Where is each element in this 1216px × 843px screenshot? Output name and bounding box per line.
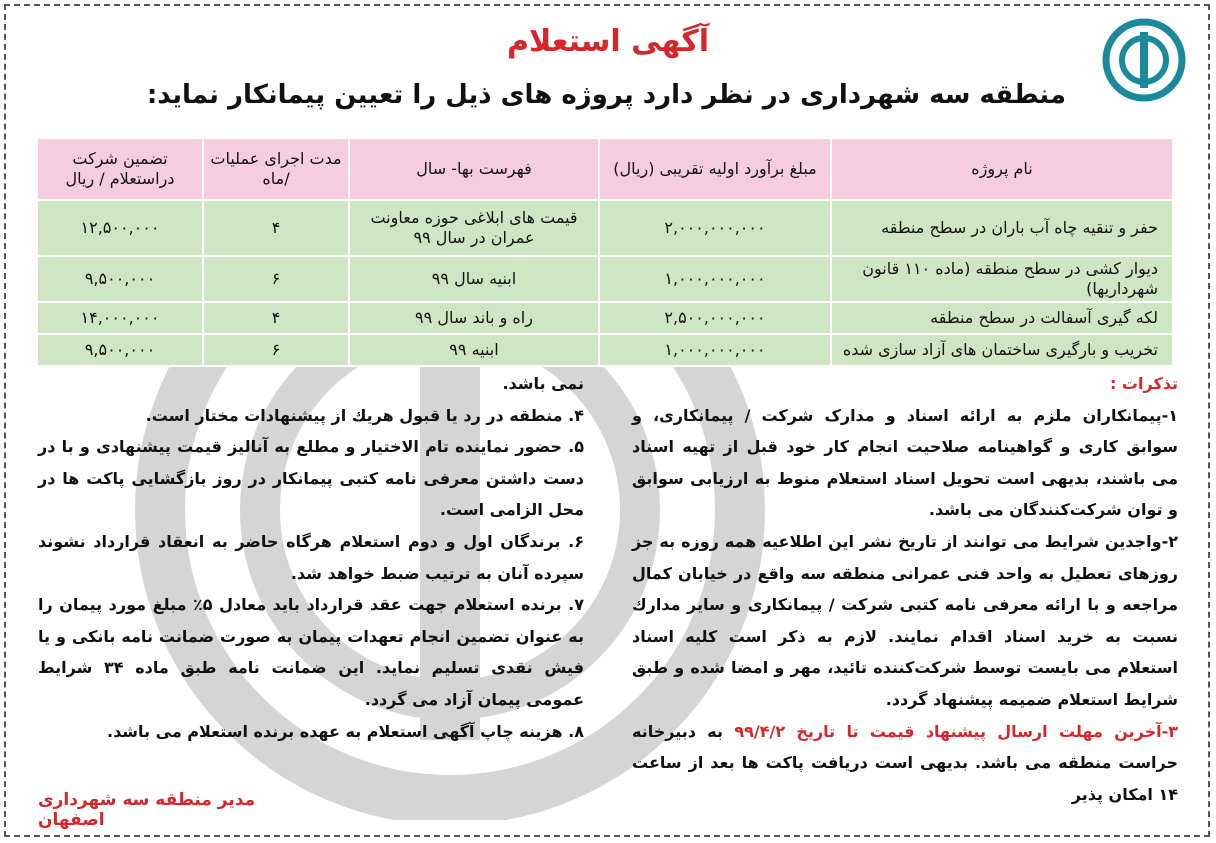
cell-guarantee: ۱۲,۵۰۰,۰۰۰ — [37, 200, 203, 256]
header-duration: مدت اجرای عملیات /ماه — [203, 138, 349, 200]
header-amount: مبلغ برآورد اولیه تقریبی (ریال) — [599, 138, 831, 200]
cell-project-name: دیوار کشی در سطح منطقه (ماده ۱۱۰ قانون شهرداریها) — [831, 256, 1173, 302]
note-1: ۱-پیمانکاران ملزم به ارائه اسناد و مدارک شرکت / پیمانکاری، و سوابق کاری و گواهینامه صلاحیت انجام کار خود قبل از تهیه اسناد می باشند، بدیهی است تحویل اسناد استعلام منوط به ارزیابی سوابق و توان شرکت‌کنندگان می باشد. — [632, 405, 1178, 520]
header-price-list: فهرست بها- سال — [349, 138, 599, 200]
projects-table — [36, 137, 1174, 367]
note-3-text: به دبیرخانه حراست منطقه می باشد. بدیهی است دریافت پاکت ها بعد از ساعت ۱۴ امکان پذیر — [632, 721, 1178, 804]
cell-project-name: حفر و تنقیه چاه آب باران در سطح منطقه — [831, 200, 1173, 256]
page-subtitle: منطقه سه شهرداری در نظر دارد پروژه های ذیل را تعیین پیمانکار نماید: — [146, 80, 1066, 110]
note-2: ۲-واجدین شرایط می توانند از تاریخ نشر این اطلاعیه همه روزه به جز روزهای تعطیل به واحد فنی عمرانی منطقه سه واقع در خیابان کمال مراجعه و با ارائه معرفی نامه کتبی شرکت / پیمانکاری و سایر مدارك نسبت به خرید اسناد اقدام نمایند. لازم به ذکر است کلیه اسناد استعلام می بایست توسط شرکت‌کننده تائید، مهر و امضا شده و طبق شرایط استعلام ضمیمه پیشنهاد گردد. — [632, 531, 1178, 709]
cell-duration: ۶ — [203, 334, 349, 366]
cell-amount: ۱,۰۰۰,۰۰۰,۰۰۰ — [599, 334, 831, 366]
cell-duration: ۴ — [203, 302, 349, 334]
note-3-deadline: آخرین مهلت ارسال پیشنهاد قیمت تا تاریخ ۹۹/۴/۲ — [734, 721, 1162, 741]
note-3-continued: نمی باشد. — [502, 374, 584, 393]
header-guarantee: تضمین شرکت دراستعلام / ریال — [37, 138, 203, 200]
cell-guarantee: ۹,۵۰۰,۰۰۰ — [37, 256, 203, 302]
header-project-name: نام پروژه — [831, 138, 1173, 200]
cell-amount: ۲,۰۰۰,۰۰۰,۰۰۰ — [599, 200, 831, 256]
table-row — [37, 200, 1173, 256]
cell-price-list: راه و باند سال ۹۹ — [349, 302, 599, 334]
note-3-number: ۳- — [1161, 721, 1178, 741]
cell-duration: ۶ — [203, 256, 349, 302]
cell-price-list: ابنیه ۹۹ — [349, 334, 599, 366]
cell-project-name: تخریب و بارگیری ساختمان های آزاد سازی شده — [831, 334, 1173, 366]
page-title: آگهی استعلام — [506, 24, 710, 59]
notes-column-left — [38, 368, 584, 747]
cell-guarantee: ۱۴,۰۰۰,۰۰۰ — [37, 302, 203, 334]
signature-footer: مدیر منطقه سه شهرداری اصفهان — [38, 790, 256, 830]
table-row — [37, 334, 1173, 366]
note-3 — [632, 716, 1178, 811]
note-6: ۶. برندگان اول و دوم استعلام هرگاه حاضر به انعقاد قرارداد نشوند سپرده آنان به ترتیب ضبط خواهد شد. — [38, 531, 584, 583]
table-row — [37, 302, 1173, 334]
cell-duration: ۴ — [203, 200, 349, 256]
notes-column-right — [632, 368, 1178, 810]
note-7: ۷. برنده استعلام جهت عقد قرارداد باید معادل ۵٪ مبلغ مورد پیمان را به عنوان تضمین انجام تعهدات پیمان به صورت ضمانت نامه بانکی و یا فیش نقدی تسلیم نماید. این ضمانت نامه طبق ماده ۳۴ شرایط عمومی پیمان آزاد می گردد. — [38, 595, 584, 709]
note-8: ۸. هزینه چاپ آگهی استعلام به عهده برنده استعلام می باشد. — [106, 721, 584, 741]
cell-price-list: ابنیه سال ۹۹ — [349, 256, 599, 302]
cell-price-list: قیمت های ابلاغی حوزه معاونت عمران در سال ۹۹ — [349, 200, 599, 256]
note-5: ۵. حضور نماینده تام الاختیار و مطلع به آنالیز قیمت پیشنهادی و با در دست داشتن معرفی نامه کتبی پیمانکار در روز بازگشایی پاکت ها در محل الزامی است. — [38, 437, 584, 520]
note-4: ۴. منطقه در رد یا قبول هریك از پیشنهادات مختار است. — [145, 405, 584, 425]
cell-guarantee: ۹,۵۰۰,۰۰۰ — [37, 334, 203, 366]
table-header-row — [37, 138, 1173, 200]
cell-amount: ۲,۵۰۰,۰۰۰,۰۰۰ — [599, 302, 831, 334]
table-row — [37, 256, 1173, 302]
cell-project-name: لکه گیری آسفالت در سطح منطقه — [831, 302, 1173, 334]
cell-amount: ۱,۰۰۰,۰۰۰,۰۰۰ — [599, 256, 831, 302]
notes-heading: تذکرات : — [1109, 374, 1178, 393]
